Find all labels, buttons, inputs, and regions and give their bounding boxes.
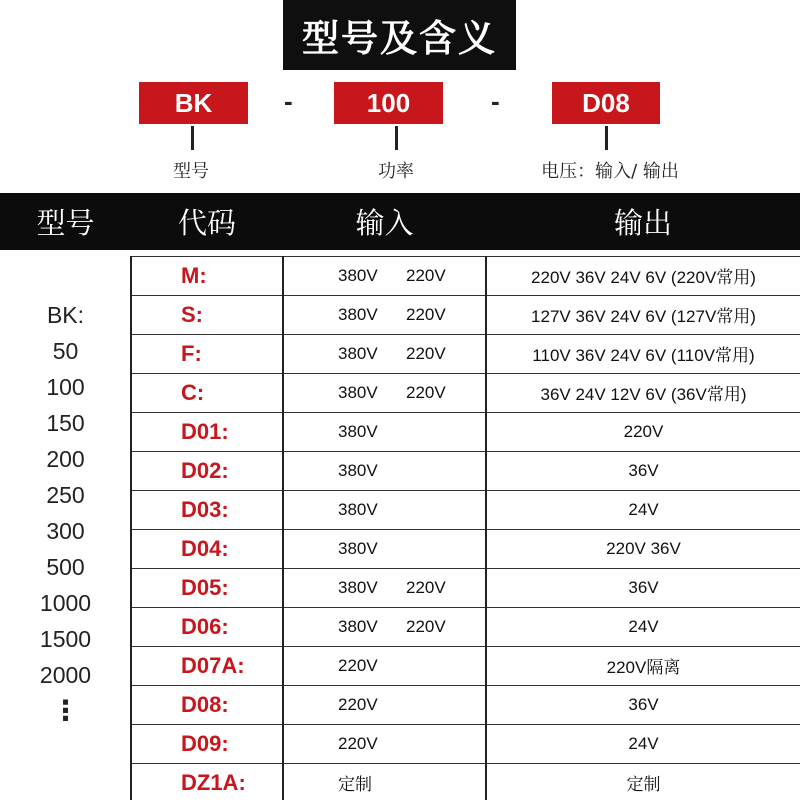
row-output: 127V 36V 24V 6V (127V常用) (531, 307, 756, 326)
row-output: 110V 36V 24V 6V (110V常用) (532, 346, 755, 365)
table-row (131, 256, 800, 295)
header-code: 代码 (177, 206, 236, 240)
row-code: D02: (181, 457, 229, 483)
model-list-item: 1500 (39, 626, 92, 652)
model-label: 型号 (173, 161, 209, 182)
table-row (131, 334, 800, 373)
power-code-box: 100 (334, 82, 443, 124)
model-list-item: 150 (46, 410, 85, 436)
row-output: 220V隔离 (606, 658, 681, 677)
page-title: 型号及含义 (283, 0, 516, 70)
model-list-item: BK: (46, 302, 85, 328)
row-input: 220V (338, 655, 378, 675)
row-output: 24V (628, 616, 659, 636)
table-row (131, 763, 800, 802)
header-output: 输出 (613, 206, 672, 240)
pointer-line (605, 126, 608, 150)
row-code: D01: (181, 418, 229, 444)
row-output: 24V (628, 499, 659, 519)
row-code: D05: (181, 574, 229, 600)
row-input: 220V (338, 733, 378, 753)
row-input: 220V (338, 694, 378, 714)
row-input: 380V (338, 538, 378, 558)
column-divider (282, 256, 284, 800)
row-input: 380V (338, 382, 378, 402)
row-input: 380V (338, 499, 378, 519)
model-list-item: 100 (46, 374, 85, 400)
row-code: D06: (181, 613, 229, 639)
table-row (131, 646, 800, 685)
row-output: 定制 (626, 775, 661, 794)
row-code: S: (181, 301, 203, 327)
voltage-code-box: D08 (552, 82, 660, 124)
row-output: 220V 36V 24V 6V (220V常用) (531, 268, 756, 287)
row-output: 36V 24V 12V 6V (36V常用) (540, 385, 747, 404)
row-code: D09: (181, 730, 229, 756)
row-output: 36V (628, 577, 659, 597)
row-code: D07A: (181, 652, 245, 678)
row-input-alt: 220V (406, 265, 446, 285)
row-input: 380V (338, 616, 378, 636)
column-divider (485, 256, 487, 800)
pointer-line (395, 126, 398, 150)
table-row (131, 451, 800, 490)
row-input: 定制 (338, 775, 372, 794)
row-code: DZ1A: (181, 769, 246, 795)
table-row (131, 373, 800, 412)
row-input-alt: 220V (406, 577, 446, 597)
table-row (131, 490, 800, 529)
row-output: 36V (628, 694, 659, 714)
table-row (131, 607, 800, 646)
model-code-box: BK (139, 82, 248, 124)
model-list-item: 2000 (39, 662, 92, 688)
table-row (131, 685, 800, 724)
separator-dash: - (284, 86, 293, 116)
model-list-item: 250 (46, 482, 85, 508)
separator-dash: - (491, 86, 500, 116)
row-input: 380V (338, 343, 378, 363)
header-input: 输入 (355, 206, 414, 240)
header-model: 型号 (36, 206, 95, 240)
row-input: 380V (338, 421, 378, 441)
table-header (0, 193, 800, 250)
row-output: 220V (623, 421, 664, 441)
row-code: F: (181, 340, 202, 366)
voltage-label: 电压：输入/ 输出 (541, 161, 679, 182)
row-input-alt: 220V (406, 304, 446, 324)
row-code: M: (181, 262, 207, 288)
model-list-item: 500 (46, 554, 85, 580)
row-code: D03: (181, 496, 229, 522)
table-row (131, 568, 800, 607)
row-input-alt: 220V (406, 382, 446, 402)
model-list-item: 50 (52, 338, 79, 364)
model-list-item: 1000 (39, 590, 92, 616)
table-row (131, 724, 800, 763)
model-list-item: 200 (46, 446, 85, 472)
row-code: C: (181, 379, 205, 405)
table-row (131, 529, 800, 568)
row-output: 24V (628, 733, 659, 753)
power-label: 功率 (378, 161, 414, 182)
row-input: 380V (338, 304, 378, 324)
row-input-alt: 220V (406, 616, 446, 636)
column-divider (130, 256, 132, 800)
row-input: 380V (338, 577, 378, 597)
row-input: 380V (338, 460, 378, 480)
row-input: 380V (338, 265, 378, 285)
model-list-item: 300 (46, 518, 85, 544)
pointer-line (191, 126, 194, 150)
table-row (131, 412, 800, 451)
row-code: D04: (181, 535, 229, 561)
row-output: 36V (628, 460, 659, 480)
table-row (131, 295, 800, 334)
row-input-alt: 220V (406, 343, 446, 363)
row-output: 220V 36V (606, 538, 681, 558)
row-code: D08: (181, 691, 229, 717)
more-ellipsis-icon: ⋮ (51, 694, 80, 727)
